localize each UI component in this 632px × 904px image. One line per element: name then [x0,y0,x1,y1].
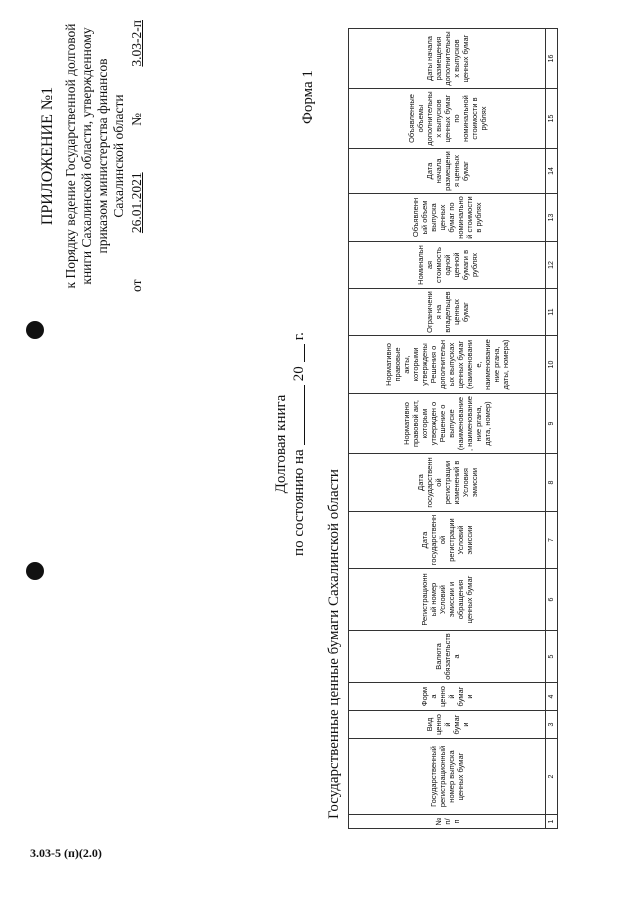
appendix-number: 3.03-2-п [129,20,144,67]
book-title-block [272,304,308,584]
column-number: 12 [546,242,558,289]
table-header-cell: Дата государственной регистрации Условий эмиссии [349,512,546,569]
appendix-number-label: № [129,113,144,126]
table-header-cell: Объявленные объемы дополнительных выпусков ценных бумаг по номинальной стоимости в рублях [349,89,546,149]
table-header-cell: Нормативно правовой акт, которым утвержден о Решение о выпуске (наименование, наименование ние ргана, дата, номер) [349,394,546,454]
appendix-line: приказом министерства финансов [95,58,110,254]
appendix-date: 26.01.2021 [129,172,144,234]
table-header-cell: Вид ценной бумаги [349,711,546,739]
column-number: 9 [546,394,558,454]
appendix-block [40,20,145,292]
column-number: 4 [546,683,558,711]
appendix-date-row [129,20,145,292]
column-number: 11 [546,289,558,336]
page-number: 3.03-5 (п)(2.0) [30,846,102,860]
table-header-cell: Ограничения на владельцев ценных бумаг [349,289,546,336]
appendix-from-label: от [129,279,144,292]
table-header-cell: Номинальная стоимость одной ценной бумаги в рублях [349,242,546,289]
form-label: Форма 1 [300,70,316,124]
table-header-cell: Форма ценной бумаги [349,683,546,711]
table-header-cell: Дата начала размещения ценных бумаг [349,149,546,194]
table-header-cell: Объявленный объем выпуска ценных бумаг по номинальной стоимости в рублях [349,194,546,242]
table-header-cell: Государственный регистрационный номер выпуска ценных бумаг [349,739,546,815]
column-number: 16 [546,29,558,89]
table-header-cell: Регистрационный номер Условий эмиссии и обращения ценных бумаг [349,569,546,631]
book-year-prefix: 20 [291,366,307,382]
book-state-prefix: по состоянию на [291,449,307,556]
table-header-cell: Даты начала размещения дополнительных выпусков ценных бумаг [349,29,546,89]
book-year-suffix: г. [291,332,307,341]
table-header-cell: Нормативно правовые акты, которыми утверждены Решения о дополнительных выпусках ценных бумаг (наименование, наименование ние ргана, даты, номера) [349,336,546,394]
column-number: 8 [546,454,558,512]
section-title: Государственные ценные бумаги Сахалинской области [326,469,342,819]
year-blank [290,344,305,362]
appendix-line: Сахалинской области [111,94,126,218]
appendix-line: книги Сахалинской области, утвержденному [79,27,94,285]
table-header-cell: Валюта обязательства [349,631,546,683]
table-number-row [546,29,558,829]
appendix-title: ПРИЛОЖЕНИЕ №1 [39,86,56,226]
book-title: Долговая книга [273,394,289,494]
column-number: 2 [546,739,558,815]
column-number: 14 [546,149,558,194]
column-number: 13 [546,194,558,242]
column-number: 3 [546,711,558,739]
securities-table [348,28,558,829]
column-number: 7 [546,512,558,569]
date-blank [290,385,305,445]
book-date-line [290,304,308,584]
column-number: 1 [546,815,558,829]
column-number: 6 [546,569,558,631]
table-header-row [349,29,546,829]
appendix-line: к Порядку ведение Государственной долговой [63,23,78,289]
column-number: 10 [546,336,558,394]
table-header-cell: Дата государственной регистрации изменений в Условия эмиссии [349,454,546,512]
column-number: 5 [546,631,558,683]
column-number: 15 [546,89,558,149]
table-header-cell: № п/п [349,815,546,829]
